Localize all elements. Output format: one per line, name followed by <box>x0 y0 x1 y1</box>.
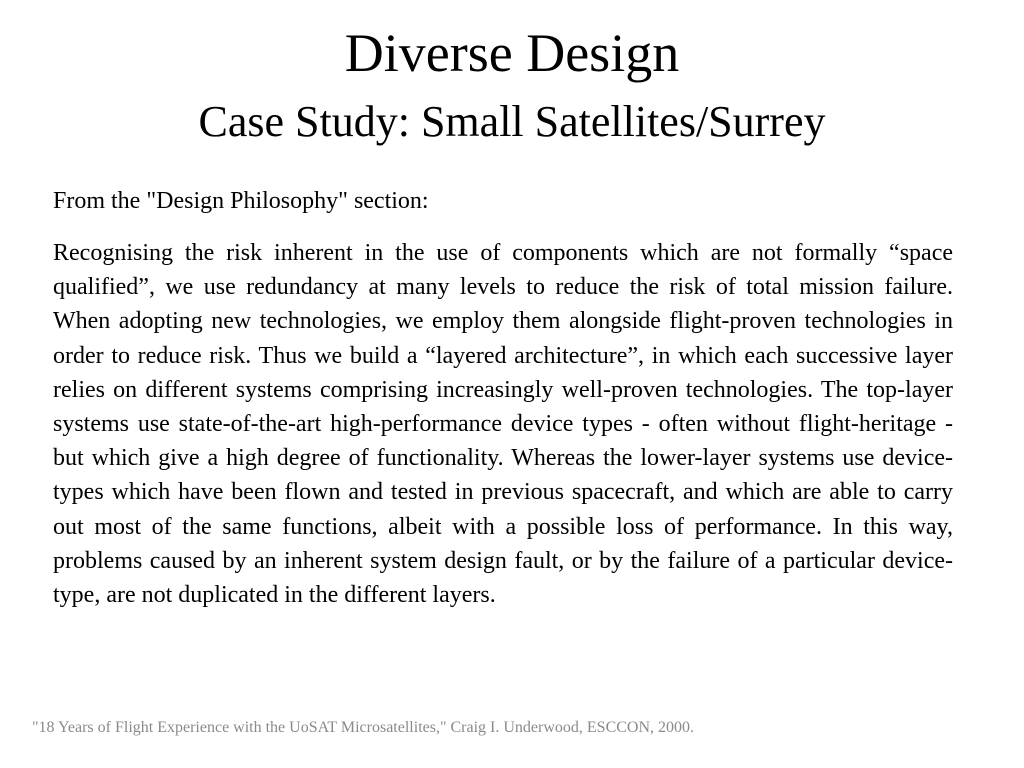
slide-subtitle: Case Study: Small Satellites/Surrey <box>198 97 826 146</box>
citation: "18 Years of Flight Experience with the UoSAT Microsatellites," Craig I. Underwood, ESCCON, 2000. <box>32 719 695 736</box>
quote-paragraph: Recognising the risk inherent in the use of components which are not formally “space qualified”, we use redundancy at many levels to reduce the risk of total mission failure. When adopting new technologies, we employ them alongside flight-proven technologies in order to reduce risk. Thus we build a “layered architecture”, in which each successive layer relies on different systems comprising increasingly well-proven technologies. The top-layer systems use state-of-the-art high-performance device types - often without flight-heritage - but which give a high degree of functionality. Whereas the lower-layer systems use device-types which have been flown and tested in previous spacecraft, and which are able to carry out most of the same functions, albeit with a possible loss of performance. In this way, problems caused by an inherent system design fault, or by the failure of a particular device-type, are not duplicated in the different layers. <box>53 240 953 609</box>
intro-text: From the "Design Philosophy" section: <box>53 188 429 214</box>
slide-title: Diverse Design <box>344 23 680 83</box>
